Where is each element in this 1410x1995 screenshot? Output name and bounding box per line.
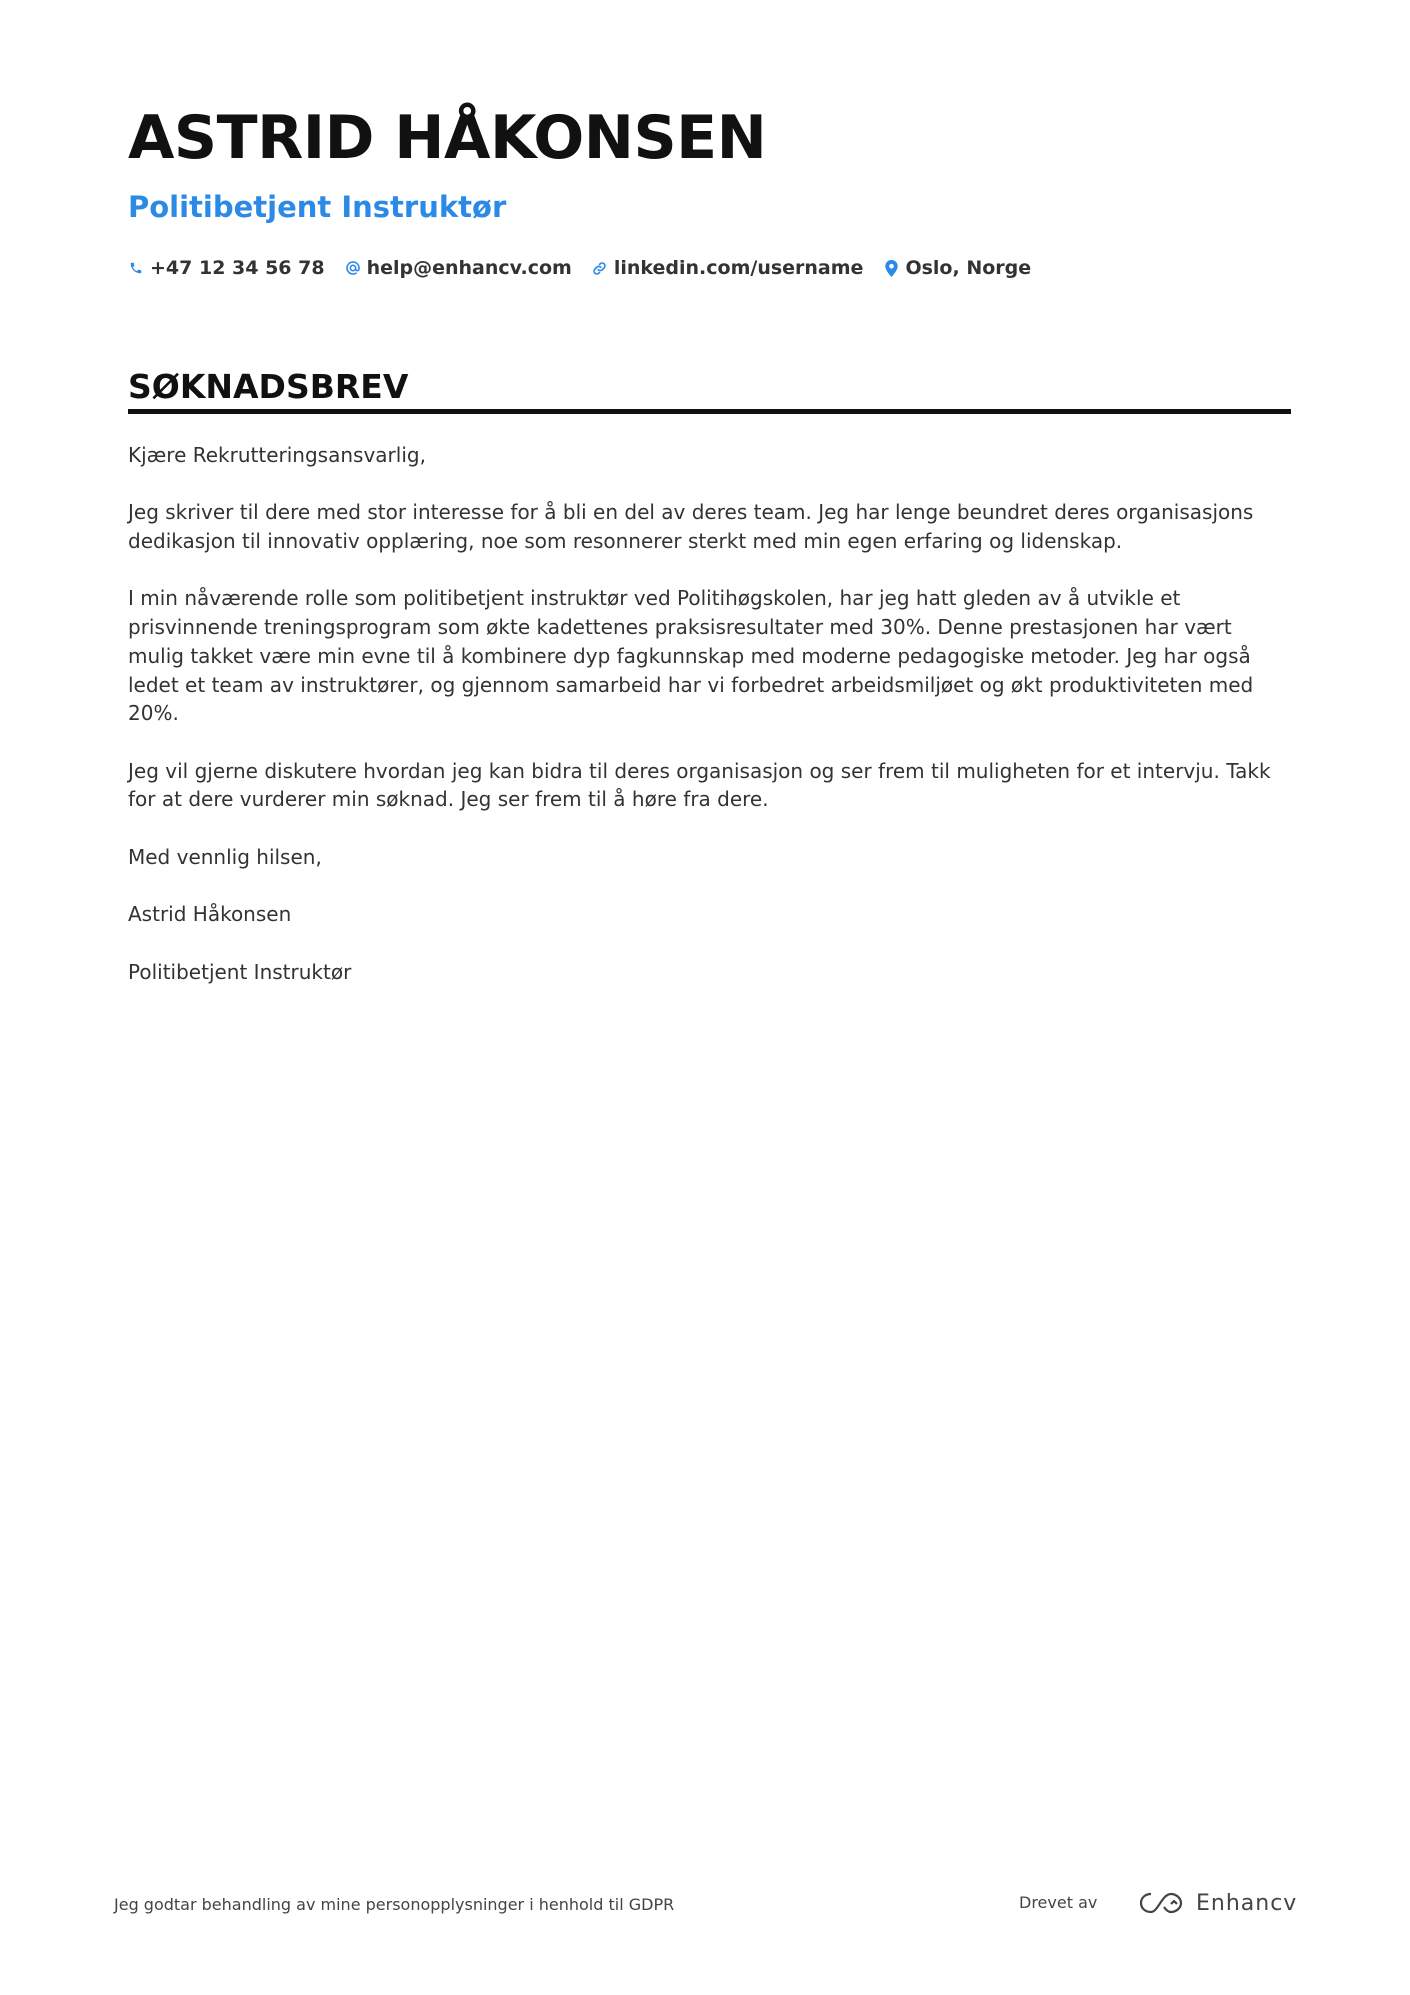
section-title: SØKNADSBREV	[128, 367, 409, 406]
at-icon	[345, 258, 361, 278]
contact-location	[883, 257, 1031, 279]
link-icon	[592, 258, 608, 278]
contact-phone	[128, 257, 325, 279]
contact-phone-text: +47 12 34 56 78	[150, 257, 325, 279]
letter-body	[128, 441, 1291, 1015]
candidate-name: ASTRID HÅKONSEN	[128, 103, 767, 173]
contact-linkedin-text[interactable]: linkedin.com/username	[613, 257, 864, 279]
gdpr-consent-text: Jeg godtar behandling av mine personopplysninger i henhold til GDPR	[114, 1895, 675, 1914]
signature-title: Politibetjent Instruktør	[128, 959, 352, 984]
letter-paragraph-3: Jeg vil gjerne diskutere hvordan jeg kan bidra til deres organisasjon og ser frem til muligheten for et intervju. Takk for at dere vurderer min søknad. Jeg ser frem til å høre fra dere.	[128, 758, 1271, 812]
powered-by-text: Drevet av	[1019, 1893, 1098, 1912]
contact-linkedin[interactable]	[592, 257, 864, 279]
section-divider	[128, 409, 1291, 414]
enhancv-logo-icon	[1138, 1890, 1184, 1916]
enhancv-brand[interactable]	[1138, 1888, 1297, 1918]
enhancv-brand-name: Enhancv	[1196, 1890, 1298, 1916]
contact-bar	[128, 254, 1051, 282]
contact-location-text: Oslo, Norge	[905, 257, 1032, 279]
letter-paragraph-2: I min nåværende rolle som politibetjent instruktør ved Politihøgskolen, har jeg hatt gleden av å utvikle et prisvinnende treningsprogram som økte kadettenes praksisresultater med 30%. Denne prestasjonen har vært mulig takket være min evne til å kombinere dyp fagkunnskap med moderne pedagogiske metoder. Jeg har også ledet et team av instruktører, og gjennom samarbeid har vi forbedret arbeidsmiljøet og økt produktiviteten med 20%.	[128, 586, 1254, 726]
candidate-role: Politibetjent Instruktør	[128, 190, 507, 224]
contact-email[interactable]	[345, 257, 572, 279]
phone-icon	[128, 258, 144, 278]
letter-paragraph-1: Jeg skriver til dere med stor interesse for å bli en del av deres team. Jeg har lenge beundret deres organisasjons dedikasjon til innovativ opplæring, noe som resonnerer sterkt med min egen erfaring og lidenskap.	[128, 500, 1254, 554]
letter-closing: Med vennlig hilsen,	[128, 844, 322, 869]
letter-greeting: Kjære Rekrutteringsansvarlig,	[128, 443, 426, 467]
contact-email-text[interactable]: help@enhancv.com	[366, 257, 572, 279]
signature-name: Astrid Håkonsen	[128, 902, 292, 927]
location-pin-icon	[883, 258, 899, 278]
